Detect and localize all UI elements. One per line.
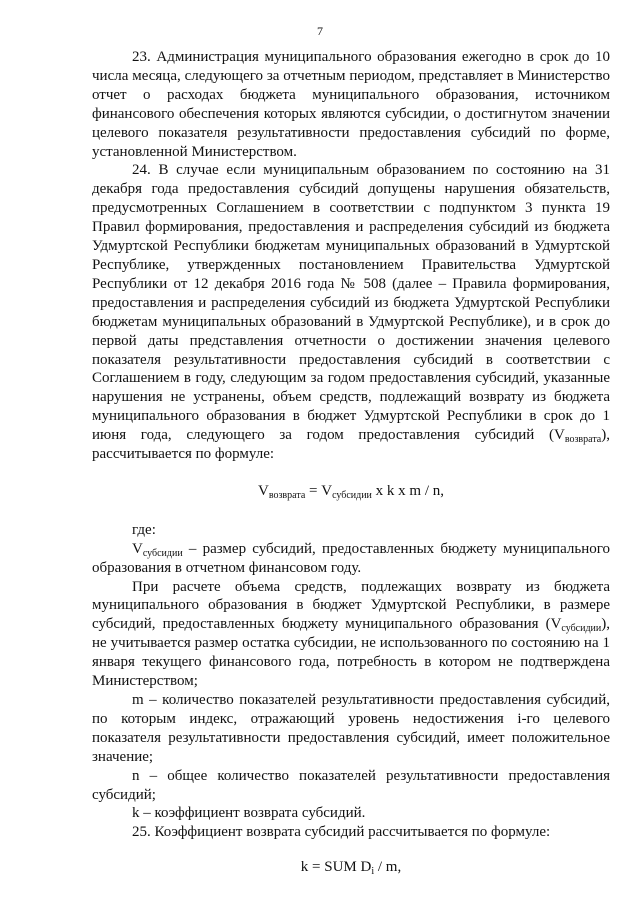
definition-n: n – общее количество показателей результативности предоставления субсидий; [92,767,610,803]
definition-k: k – коэффициент возврата субсидий. [132,805,366,822]
definition-m: m – количество показателей результативности предоставления субсидий, по которым индекс, отражающий уровень недостижения i-го целевого показателя результативности предоставления субсидий, имеет положительное значение; [92,692,610,765]
paragraph-calculation [92,578,610,691]
calc-end: ), не учитывается размер остатка субсидии, не использованного по состоянию на 1 января текущего финансового года, потребность в котором не подтверждена Министерством; [92,616,610,690]
where-label: где: [132,521,156,538]
paragraph-24-end: ), рассчитывается по формуле: [92,427,610,463]
def-v-symbol: V [132,540,143,557]
subscript-vozvrata: возврата [564,434,602,446]
formula-sub-subsidii: субсидии [332,489,372,501]
definition-v-subsidii [92,540,610,578]
formula-k-left: k = SUM D [300,859,372,876]
calc-subscript: субсидии [561,623,602,635]
document-body [92,48,610,877]
calc-text: При расчете объема средств, подлежащих возврату из бюджета муниципального образования в бюджет Удмуртской Республики, в размере субсидий, предоставленных бюджету муниципального образования (V [92,578,610,633]
paragraph-24 [92,161,610,464]
formula-k-subscript: i [371,866,375,878]
formula-k [92,858,610,877]
page-number: 7 [317,24,323,38]
formula-eq: = V [305,482,333,499]
paragraph-23: 23. Администрация муниципального образования ежегодно в срок до 10 числа месяца, следующего за отчетным периодом, представляет в Министерство отчет о расходах бюджета муниципального образования, источником финансового обеспечения которых являются субсидии, о достигнутом значении целевого показателя результативности предоставления субсидий по форме, установленной Министерством. [92,49,610,160]
formula-rest: x k x m / n, [371,482,444,499]
paragraph-24-text: 24. В случае если муниципальным образованием по состоянию на 31 декабря года предоставления субсидий допущены нарушения обязательств, предусмотренных Соглашением в соответствии с подпунктом 3 пункта 19 Правил формирования, предоставления и распределения субсидий из бюджета Удмуртской Республики бюджетам муниципальных образований в Удмуртской Республике, утвержденных постановлением Правительства Удмуртской Республики от 12 декабря 2016 года № 508 (далее – Правила формирования, предоставления и распределения субсидий из бюджета Удмуртской Республики бюджетам муниципальных образований в Удмуртской Республике), и в срок до первой даты представления отчетности о достижении значения целевого показателя результативности предоставления субсидий в соответствии с Соглашением в году, следующим за годом предоставления субсидий, указанные нарушения не устранены, объем средств, подлежащий возврату из бюджета муниципального образования в бюджет Удмуртской Республики в срок до 1 июня года, следующего за годом предоставления субсидий (V [92,162,610,444]
paragraph-25: 25. Коэффициент возврата субсидий рассчитывается по формуле: [132,824,551,841]
formula-sub-vozvrata: возврата [268,489,306,501]
formula-k-right: / m, [374,859,402,876]
def-v-subscript: субсидии [142,547,183,559]
def-v-text: – размер субсидий, предоставленных бюджету муниципального образования в отчетном финансовом году. [92,540,610,576]
formula-v: V [257,482,269,499]
formula-refund [92,482,610,501]
